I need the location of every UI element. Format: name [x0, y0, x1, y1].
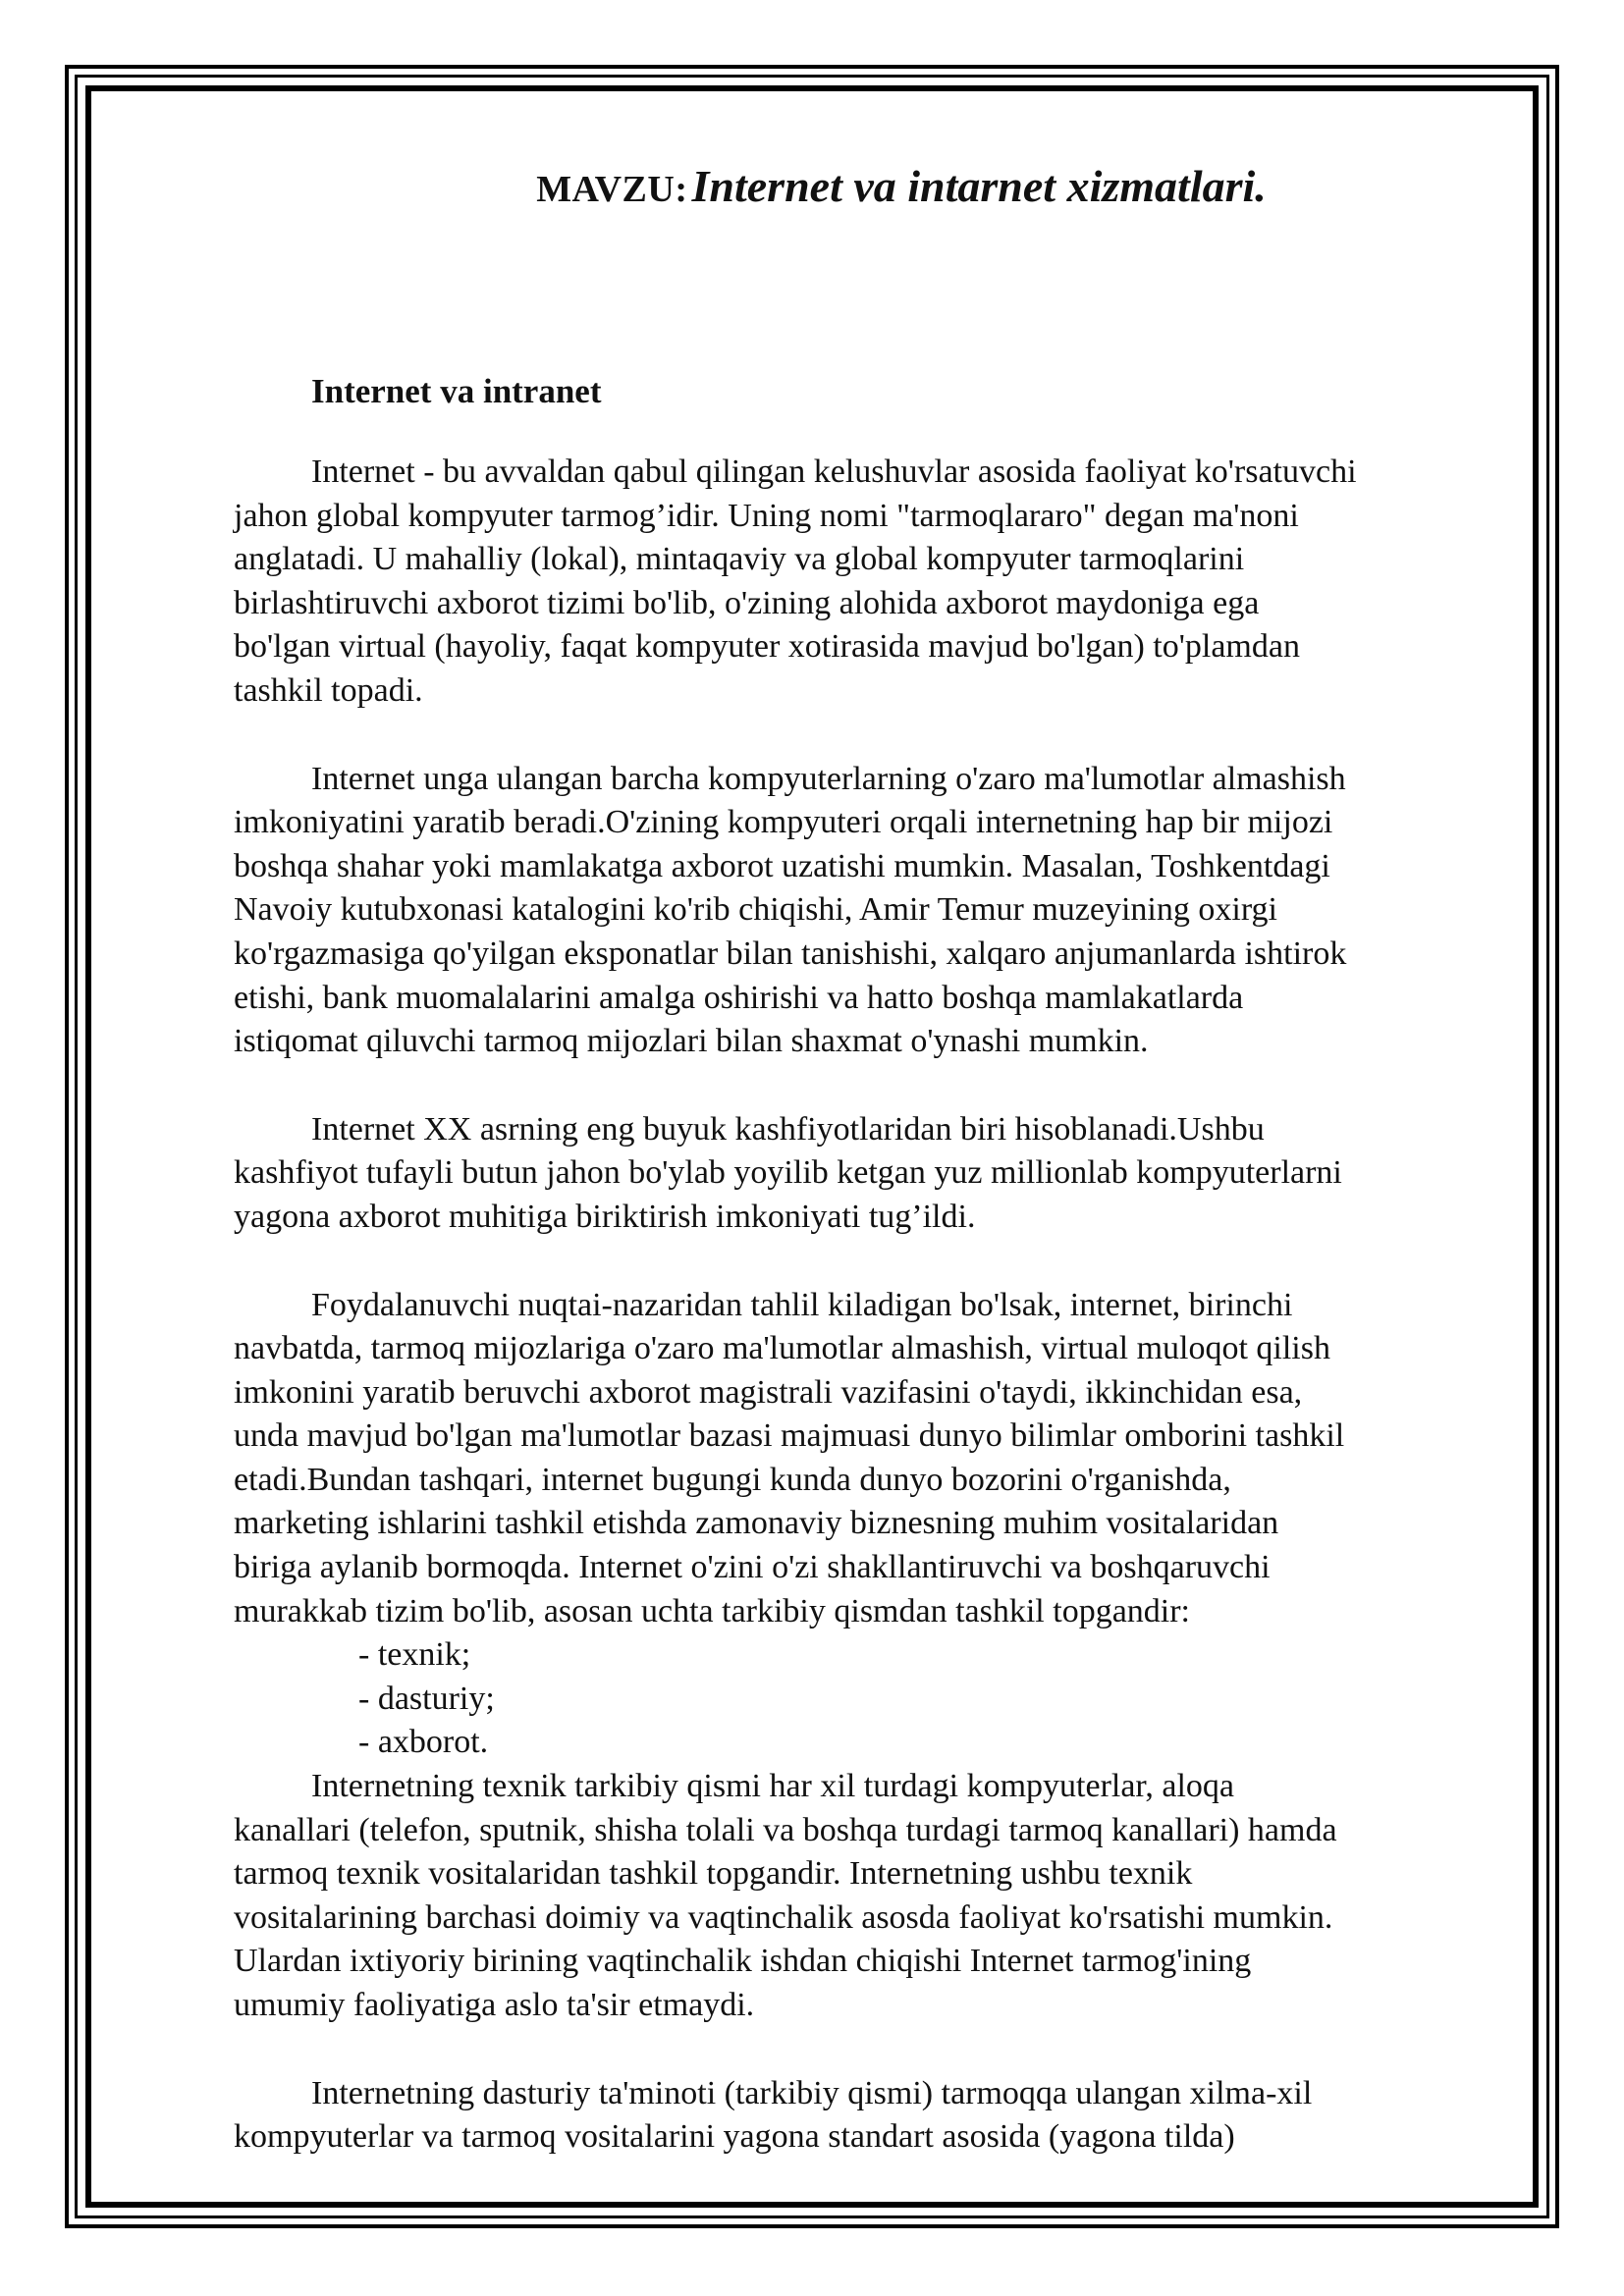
paragraph-line: tarmoq texnik vositalaridan tashkil topgandir. Internetning ushbu texnik [234, 1855, 1193, 1893]
paragraph-line: bo'lgan virtual (hayoliy, faqat kompyuter xotirasida mavjud bo'lgan) to'plamdan [234, 628, 1300, 666]
paragraph-line: vositalarining barchasi doimiy va vaqtinchalik asosda faoliyat ko'rsatishi mumkin. [234, 1898, 1333, 1936]
paragraph-line: kashfiyot tufayli butun jahon bo'ylab yoyilib ketgan yuz millionlab kompyuterlarni [234, 1154, 1342, 1192]
paragraph-line: jahon global kompyuter tarmog’idir. Uning nomi "tarmoqlararo" degan ma'noni [234, 497, 1299, 534]
paragraph-line: navbatda, tarmoq mijozlariga o'zaro ma'lumotlar almashish, virtual muloqot qilish [234, 1330, 1330, 1367]
paragraph [234, 1765, 1510, 2028]
paragraph-line: tashkil topadi. [234, 671, 423, 709]
paragraph-line: kompyuterlar va tarmoq vositalarini yagona standart asosida (yagona tilda) [234, 2118, 1235, 2156]
section-heading: Internet va intranet [311, 372, 602, 410]
paragraph-line: Internetning dasturiy ta'minoti (tarkibiy qismi) tarmoqqa ulangan xilma-xil [311, 2074, 1313, 2111]
paragraph-line: murakkab tizim bo'lib, asosan uchta tarkibiy qismdan tashkil topgandir: [234, 1592, 1190, 1629]
paragraph-line: Ulardan ixtiyoriy birining vaqtinchalik ishdan chiqishi Internet tarmog'ining [234, 1943, 1252, 1980]
paragraphs-after-list [234, 1765, 1510, 2160]
list-item: - axborot. [358, 1724, 489, 1761]
paragraph-line: boshqa shahar yoki mamlakatga axborot uzatishi mumkin. Masalan, Toshkentdagi [234, 847, 1330, 884]
paragraph-line: Foydalanuvchi nuqtai-nazaridan tahlil kiladigan bo'lsak, internet, birinchi [311, 1286, 1293, 1323]
paragraph [234, 758, 1510, 1064]
paragraph-line: anglatadi. U mahalliy (lokal), mintaqaviy va global kompyuter tarmoqlarini [234, 541, 1245, 578]
paragraph-line: etadi.Bundan tashqari, internet bugungi kunda dunyo bozorini o'rganishda, [234, 1461, 1231, 1498]
paragraph [234, 2072, 1510, 2160]
paragraph-line: birlashtiruvchi axborot tizimi bo'lib, o'zining alohida axborot maydoniga ega [234, 584, 1260, 621]
page-title [234, 159, 1510, 225]
paragraph-line: umumiy faoliyatiga aslo ta'sir etmaydi. [234, 1987, 755, 2023]
paragraph [234, 1284, 1510, 1634]
paragraph-line: Navoiy kutubxonasi katalogini ko'rib chiqishi, Amir Temur muzeyining oxirgi [234, 891, 1277, 929]
paragraph-line: marketing ishlarini tashkil etishda zamonaviy biznesning muhim vositalaridan [234, 1505, 1279, 1542]
paragraphs-before-list [234, 451, 1510, 1633]
paragraph-line: Internetning texnik tarkibiy qismi har xil turdagi kompyuterlar, aloqa [311, 1768, 1235, 1805]
paragraph-line: Internet unga ulangan barcha kompyuterlarning o'zaro ma'lumotlar almashish [311, 760, 1346, 797]
list-item: - dasturiy; [358, 1680, 495, 1717]
paragraph-line: ko'rgazmasiga qo'yilgan eksponatlar bilan tanishishi, xalqaro anjumanlarda ishtirok [234, 934, 1347, 972]
title-label: MAVZU: [536, 169, 688, 210]
paragraph-line: biriga aylanib bormoqda. Internet o'zini o'zi shakllantiruvchi va boshqaruvchi [234, 1549, 1271, 1586]
paragraph-line: Internet XX asrning eng buyuk kashfiyotlaridan biri hisoblanadi.Ushbu [311, 1110, 1265, 1148]
paragraph-line: istiqomat qiluvchi tarmoq mijozlari bilan shaxmat o'ynashi mumkin. [234, 1023, 1149, 1060]
paragraph-line: Internet - bu avvaldan qabul qilingan kelushuvlar asosida faoliyat ko'rsatuvchi [311, 454, 1357, 490]
paragraph-line: unda mavjud bo'lgan ma'lumotlar bazasi majmuasi dunyo bilimlar omborini tashkil [234, 1417, 1345, 1455]
paragraph-line: imkonini yaratib beruvchi axborot magistrali vazifasini o'taydi, ikkinchidan esa, [234, 1373, 1303, 1411]
list-item: - texnik; [358, 1636, 471, 1674]
paragraph-line: imkoniyatini yaratib beradi.O'zining kompyuteri orqali internetning hap bir mijozi [234, 804, 1333, 841]
paragraph-line: etishi, bank muomalalarini amalga oshirishi va hatto boshqa mamlakatlarda [234, 979, 1244, 1016]
paragraph-line: kanallari (telefon, sputnik, shisha tolali va boshqa turdagi tarmoq kanallari) hamda [234, 1811, 1337, 1848]
paragraph [234, 451, 1510, 714]
title-text: Internet va intarnet xizmatlari. [691, 161, 1267, 211]
document-body [234, 159, 1510, 2160]
paragraph-line: yagona axborot muhitiga biriktirish imkoniyati tug’ildi. [234, 1198, 976, 1235]
paragraph [234, 1108, 1510, 1240]
bullet-list [234, 1633, 1510, 1765]
